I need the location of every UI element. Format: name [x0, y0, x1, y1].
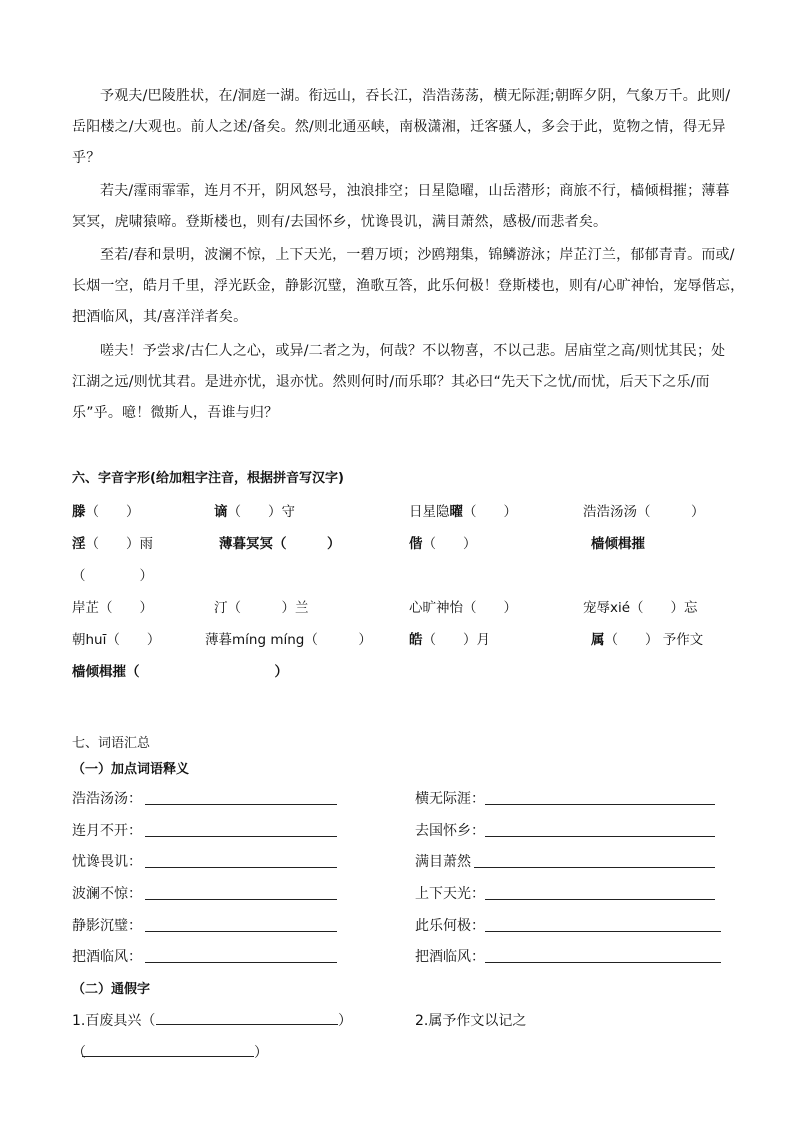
bold-char: 滕 [72, 504, 86, 520]
vocab-right-label: 上下天光： [415, 886, 485, 902]
vocab-left-label: 静影沉璧： [72, 918, 142, 934]
answer-blank[interactable]: （ ）守 [227, 504, 295, 520]
vocab-left-label: 波澜不惊： [72, 886, 142, 902]
vocab-right-label: 此乐何极： [415, 918, 485, 934]
passage-line: 嗟夫！予尝求/古仁人之心，或异/二者之为，何哉？不以物喜，不以己悲。居庙堂之高/则忧其民；处 [100, 343, 726, 359]
item-text: 日星隐 [409, 504, 450, 520]
tongjia-item-2-open: （ [72, 1045, 86, 1061]
answer-blank[interactable]: （ ） 予作文 [604, 632, 704, 648]
passage-line: 长烟一空，皓月千里，浮光跃金，静影沉璧，渔歌互答，此乐何极！登斯楼也，则有/心旷神怡，宠辱偕忘， [72, 278, 745, 294]
s6-r5-b[interactable]: 薄暮míng míng（ ） [205, 632, 372, 648]
answer-line[interactable] [485, 931, 721, 932]
tongjia-item-1-close: ） [338, 1013, 352, 1029]
passage-paragraph-4 [72, 336, 726, 429]
passage-line: 若夫/霪雨霏霏，连月不开，阴风怒号，浊浪排空；日星隐曜，山岳潜形；商旅不行，樯倾楫摧；薄暮 [100, 183, 730, 199]
answer-line[interactable] [485, 899, 715, 900]
passage-line: 至若/春和景明，波澜不惊，上下天光，一碧万顷；沙鸥翔集，锦鳞游泳；岸芷汀兰，郁郁青青。而或/ [100, 247, 735, 263]
tongjia-item-1: 1.百废具兴（ [72, 1013, 156, 1029]
vocab-left-label: 连月不开： [72, 823, 142, 839]
bold-char: 属 [591, 632, 605, 648]
passage-line: 把酒临风，其/喜洋洋者矣。 [72, 309, 248, 325]
s6-r2-b[interactable]: 薄暮冥冥（ ） [219, 536, 341, 552]
s6-r5-d [591, 628, 703, 648]
bold-char: 谪 [214, 504, 228, 520]
answer-line[interactable] [82, 1056, 254, 1057]
section7-sub1: （一）加点词语释义 [72, 762, 190, 777]
s6-r2-c [409, 532, 477, 552]
s6-r4-b[interactable]: 汀（ ）兰 [214, 600, 309, 616]
vocab-right-label: 去国怀乡： [415, 823, 485, 839]
s6-r6[interactable]: 樯倾楫摧（ ） [72, 664, 288, 680]
answer-line[interactable] [485, 804, 715, 805]
answer-line[interactable] [145, 962, 337, 963]
s6-r4-a[interactable]: 岸芷（ ） [72, 600, 153, 616]
answer-line[interactable] [485, 836, 715, 837]
s6-r5-c [409, 628, 490, 648]
passage-paragraph-3 [72, 240, 745, 333]
s6-r4-d[interactable]: 宠辱xié（ ）忘 [583, 600, 698, 616]
bold-char: 曜 [449, 504, 463, 520]
s6-r1-d[interactable]: 浩浩汤汤（ ） [583, 504, 705, 520]
vocab-left-label: 把酒临风： [72, 949, 142, 965]
answer-line[interactable] [485, 962, 721, 963]
section6-title: 六、字音字形(给加粗字注音，根据拼音写汉字) [72, 471, 344, 486]
answer-line[interactable] [156, 1024, 338, 1025]
answer-line[interactable] [474, 867, 715, 868]
answer-blank[interactable]: （ ） [463, 504, 517, 520]
s6-r2-a [72, 532, 153, 552]
answer-line[interactable] [145, 836, 337, 837]
s6-r1-b [214, 500, 295, 520]
answer-blank[interactable]: （ ）雨 [85, 536, 153, 552]
passage-line: 予观夫/巴陵胜状，在/洞庭一湖。衔远山，吞长江，浩浩荡荡，横无际涯;朝晖夕阴，气象万千。此则/ [100, 88, 731, 104]
passage-paragraph-2 [72, 176, 730, 238]
passage-line: 岳阳楼之/大观也。前人之述/备矣。然/则北通巫峡，南极潇湘，迁客骚人，多会于此，览物之情，得无异 [72, 119, 726, 135]
answer-line[interactable] [145, 867, 337, 868]
section7-sub2: （二）通假字 [72, 982, 151, 997]
bold-char: 偕 [409, 536, 423, 552]
tongjia-item-2-close: ） [254, 1045, 268, 1061]
passage-line: 乎？ [72, 150, 101, 166]
answer-line[interactable] [145, 931, 337, 932]
answer-blank[interactable]: （ ）月 [422, 632, 490, 648]
vocab-right-label: 横无际涯： [415, 791, 485, 807]
vocab-right-label: 把酒临风： [415, 949, 485, 965]
vocab-left-label: 忧谗畏讥： [72, 854, 142, 870]
passage-paragraph-1 [72, 81, 731, 174]
vocab-left-label: 浩浩汤汤： [72, 791, 142, 807]
answer-blank[interactable]: （ ） [85, 504, 140, 520]
s6-r1-c [409, 500, 517, 520]
bold-char: 淫 [72, 536, 86, 552]
answer-line[interactable] [145, 899, 337, 900]
passage-line: 乐”乎。噫！微斯人，吾谁与归？ [72, 405, 279, 421]
section7-title: 七、词语汇总 [72, 736, 151, 751]
answer-blank[interactable]: （ ） [422, 536, 477, 552]
s6-r5-a[interactable]: 朝huī（ ） [72, 632, 161, 648]
answer-line[interactable] [145, 804, 337, 805]
s6-r2-d: 樯倾楫摧 [591, 536, 645, 552]
tongjia-item-2: 2.属予作文以记之 [415, 1013, 527, 1029]
s6-r3-blank[interactable]: （ ） [72, 568, 153, 584]
passage-line: 江湖之远/则忧其君。是进亦忧，退亦忧。然则何时/而乐耶？其必曰“先天下之忧/而忧，后天下之乐/而 [72, 374, 710, 390]
s6-r4-c[interactable]: 心旷神怡（ ） [409, 600, 517, 616]
passage-line: 冥冥，虎啸猿啼。登斯楼也，则有/去国怀乡，忧谗畏讥，满目萧然，感极/而悲者矣。 [72, 214, 608, 230]
bold-char: 皓 [409, 632, 423, 648]
s6-r1-a [72, 500, 140, 520]
vocab-right-label: 满目萧然 [415, 854, 471, 870]
